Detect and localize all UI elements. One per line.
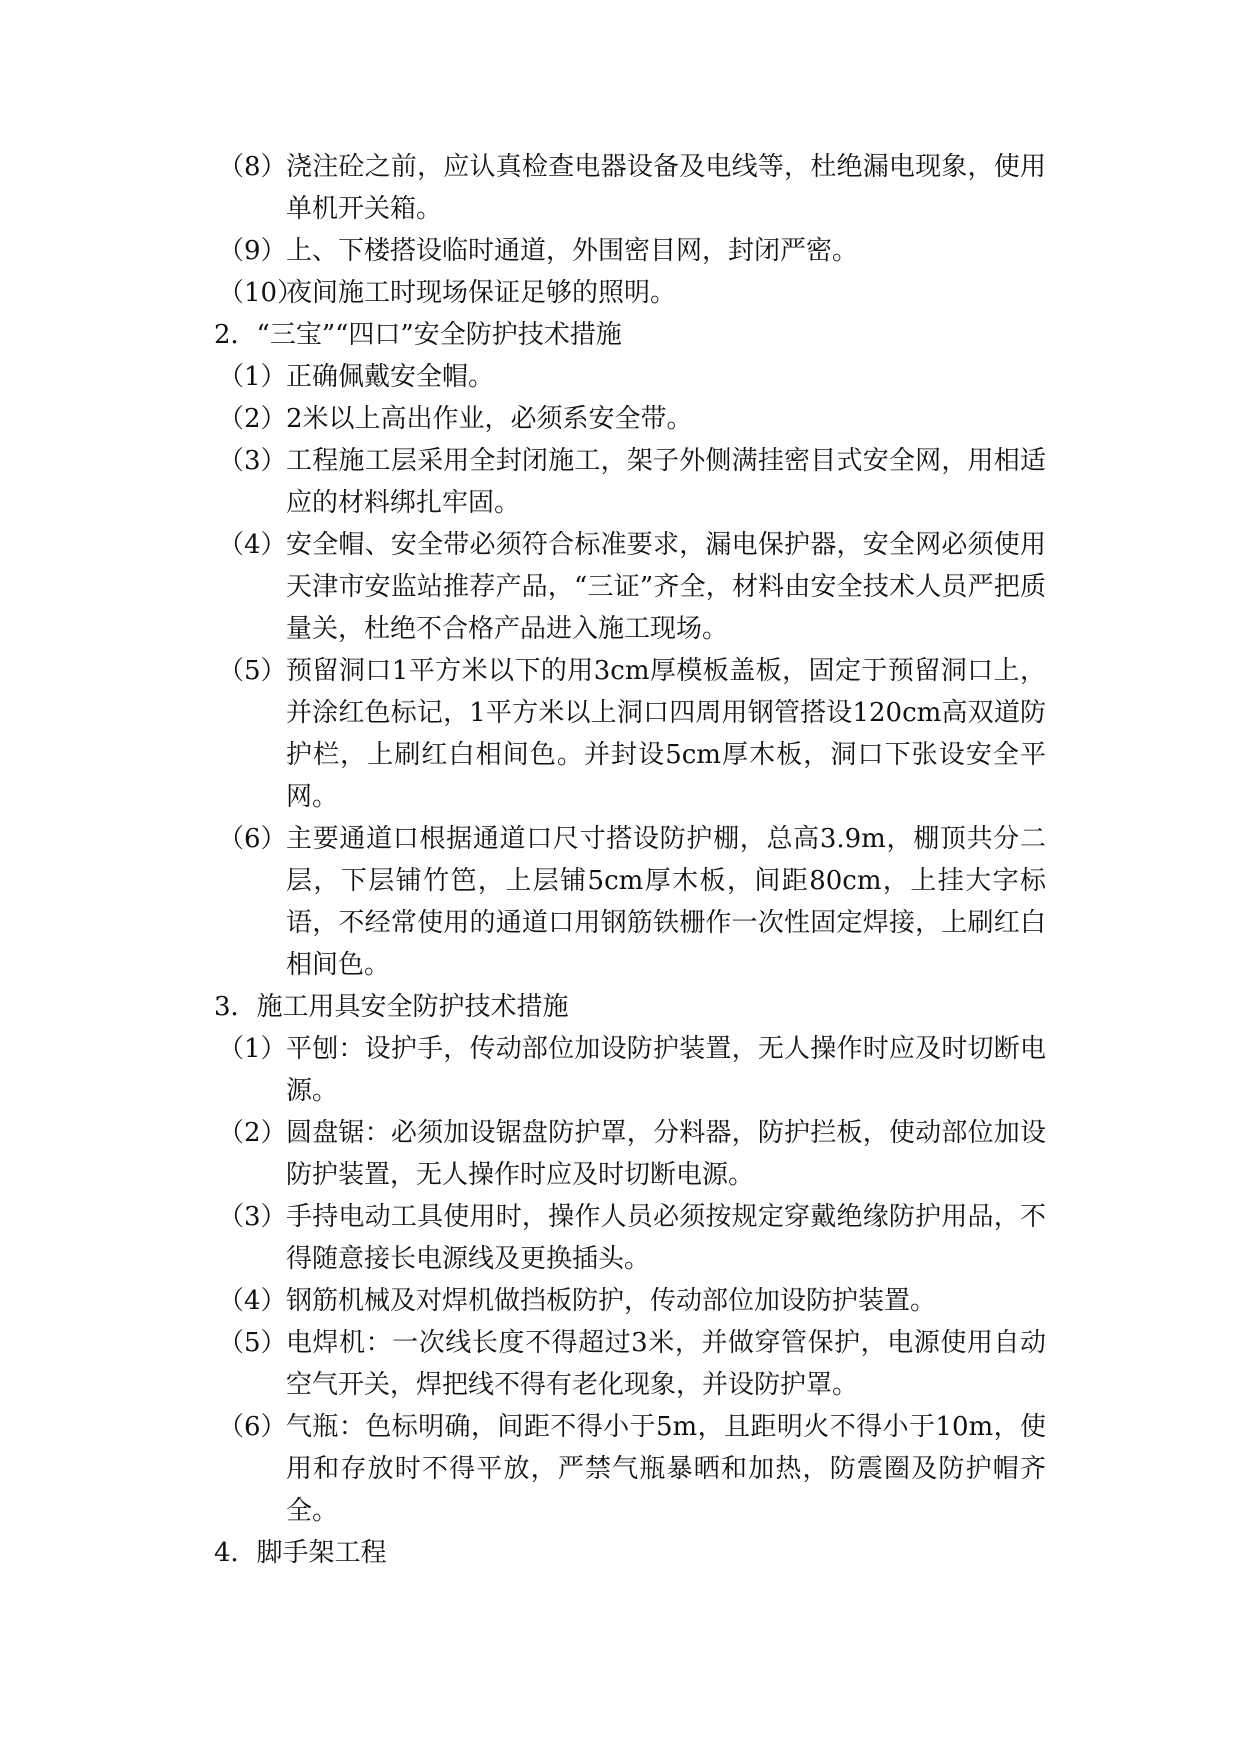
list-item: [200, 1322, 1046, 1406]
item-number: （5）: [218, 1328, 287, 1358]
list-item: [200, 1112, 1046, 1196]
list-item: [200, 650, 1046, 818]
item-number: （6）: [218, 1412, 287, 1442]
section-heading: 2．“三宝”“四口”安全防护技术措施: [214, 320, 622, 350]
item-number: （4）: [218, 530, 287, 560]
list-item: [200, 1028, 1046, 1112]
item-number: （2）: [218, 1118, 287, 1148]
document-body: [200, 146, 1046, 1574]
item-text: 主要通道口根据通道口尺寸搭设防护棚，总高3.9m，棚顶共分二层，下层铺竹笆，上层铺5cm厚木板，间距80cm，上挂大字标语，不经常使用的通道口用钢筋铁栅作一次性固定焊接，上刷红白相间色。: [286, 824, 1046, 980]
item-number: （1）: [218, 362, 287, 392]
list-item: [200, 146, 1046, 230]
item-text: 正确佩戴安全帽。: [286, 362, 495, 392]
item-number: （3）: [218, 1202, 287, 1232]
list-item: [200, 440, 1046, 524]
item-number: （1）: [218, 1034, 287, 1064]
item-text: 上、下楼搭设临时通道，外围密目网，封闭严密。: [286, 236, 859, 266]
item-text: 平刨：设护手，传动部位加设防护装置，无人操作时应及时切断电源。: [286, 1034, 1046, 1106]
item-text: 2米以上高出作业，必须系安全带。: [286, 404, 693, 434]
item-number: （4）: [218, 1286, 287, 1316]
item-text: 手持电动工具使用时，操作人员必须按规定穿戴绝缘防护用品，不得随意接长电源线及更换插头。: [286, 1202, 1046, 1274]
item-text: 圆盘锯：必须加设锯盘防护罩，分料器，防护拦板，使动部位加设防护装置，无人操作时应及时切断电源。: [286, 1118, 1046, 1190]
item-number: （3）: [218, 446, 287, 476]
section-heading: 3．施工用具安全防护技术措施: [214, 992, 569, 1022]
item-number: （2）: [218, 404, 287, 434]
item-text: 气瓶：色标明确，间距不得小于5m，且距明火不得小于10m，使用和存放时不得平放，严禁气瓶暴晒和加热，防震圈及防护帽齐全。: [286, 1412, 1046, 1526]
section-heading: 4．脚手架工程: [214, 1538, 387, 1568]
list-item: [200, 1280, 1046, 1322]
item-number: （6）: [218, 824, 287, 854]
list-item: [200, 1406, 1046, 1532]
item-text: 夜间施工时现场保证足够的照明。: [286, 278, 677, 308]
list-item: [200, 818, 1046, 986]
list-item: [200, 398, 1046, 440]
item-number: （5）: [218, 656, 287, 686]
item-text: 预留洞口1平方米以下的用3cm厚模板盖板，固定于预留洞口上，并涂红色标记，1平方米以上洞口四周用钢管搭设120cm高双道防护栏，上刷红白相间色。并封设5cm厚木板，洞口下张设安全平网。: [286, 656, 1046, 812]
item-number: （10）: [218, 278, 304, 308]
item-text: 安全帽、安全带必须符合标准要求，漏电保护器，安全网必须使用天津市安监站推荐产品，“三证”齐全，材料由安全技术人员严把质量关，杜绝不合格产品进入施工现场。: [286, 530, 1046, 644]
list-item: [200, 230, 1046, 272]
list-item: [200, 524, 1046, 650]
item-text: 工程施工层采用全封闭施工，架子外侧满挂密目式安全网，用相适应的材料绑扎牢固。: [286, 446, 1046, 518]
item-number: （9）: [218, 236, 287, 266]
item-text: 钢筋机械及对焊机做挡板防护，传动部位加设防护装置。: [286, 1286, 937, 1316]
list-item: [200, 272, 1046, 314]
list-item: [200, 356, 1046, 398]
item-text: 电焊机：一次线长度不得超过3米，并做穿管保护，电源使用自动空气开关，焊把线不得有老化现象，并设防护罩。: [286, 1328, 1046, 1400]
item-number: （8）: [218, 152, 287, 182]
item-text: 浇注砼之前，应认真检查电器设备及电线等，杜绝漏电现象，使用单机开关箱。: [286, 152, 1046, 224]
list-item: [200, 1196, 1046, 1280]
